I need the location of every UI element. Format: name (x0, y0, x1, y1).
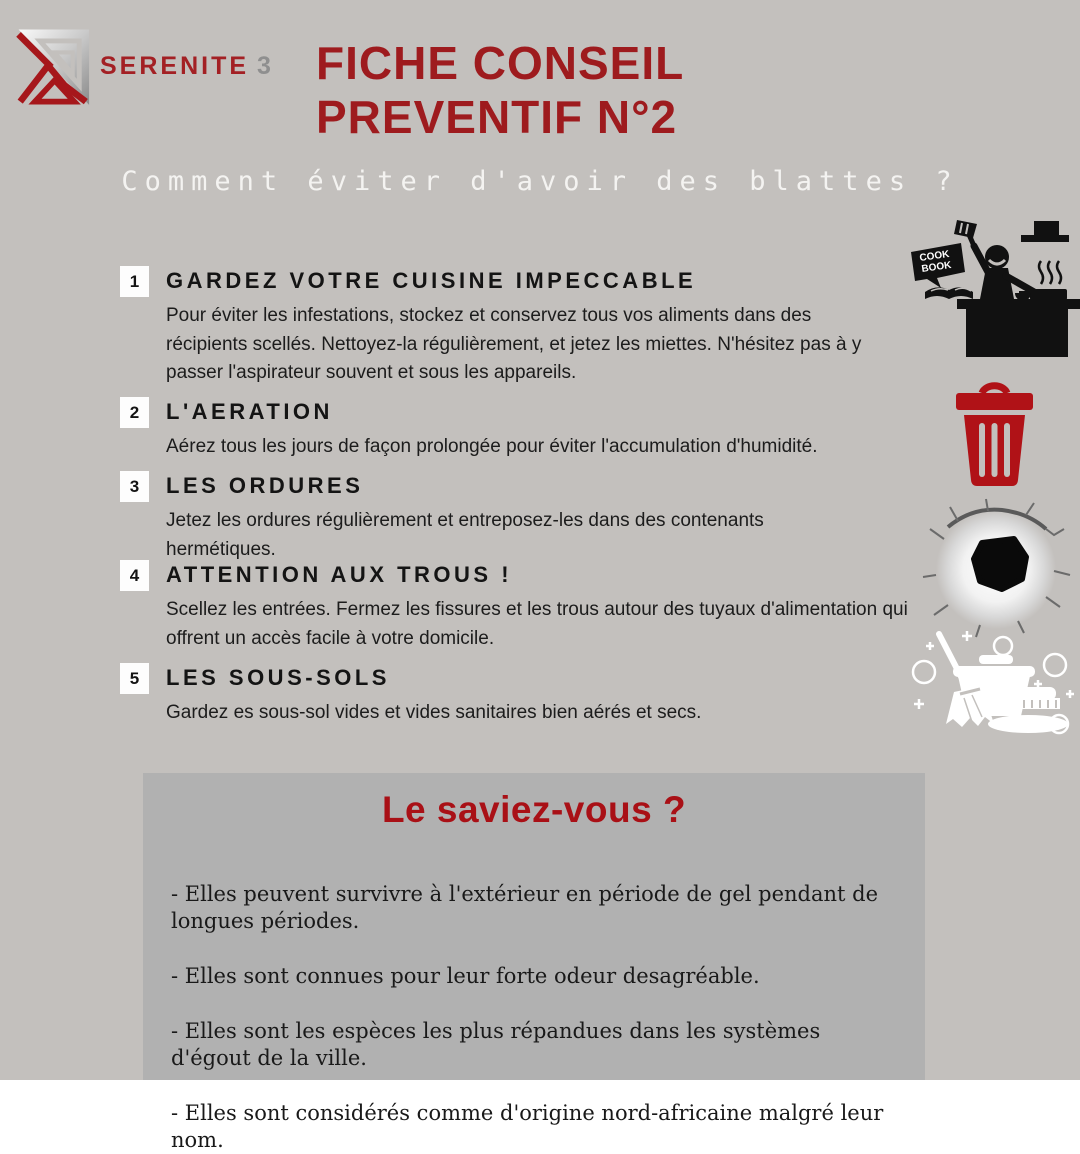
tip-body: Pour éviter les infestations, stockez et conservez tous vos aliments dans des récipients scellés. Nettoyez-la régulièrement, et jetez les miettes. N'hésitez pas à y passer l'aspirateur souvent et sous les appareils. (166, 305, 862, 383)
serenite-logo-icon (12, 22, 94, 114)
fact-item: - Elles sont les espèces les plus répandues dans les systèmes d'égout de la ville. (171, 1019, 821, 1070)
tip-body: Jetez les ordures régulièrement et entreposez-les dans des contenants hermétiques. (166, 510, 764, 560)
page-title-line2: PREVENTIF N°2 (316, 91, 678, 143)
page-title (316, 36, 684, 144)
tip-heading: LES SOUS-SOLS (166, 665, 390, 690)
tip-item-5 (120, 663, 906, 728)
fact-item: - Elles sont connues pour leur forte odeur desagréable. (171, 964, 760, 988)
did-you-know-box (143, 773, 925, 1152)
tip-heading: L'AERATION (166, 399, 333, 424)
trash-can-icon (950, 380, 1038, 488)
fact-item: - Elles peuvent survivre à l'extérieur en période de gel pendant de longues périodes. (171, 882, 879, 933)
did-you-know-title: Le saviez-vous ? (381, 789, 687, 830)
tip-item-2 (120, 397, 906, 462)
tip-number-badge: 4 (120, 560, 149, 591)
page-subtitle: Comment éviter d'avoir des blattes ? (121, 166, 959, 197)
tip-body: Gardez es sous-sol vides et vides sanitaires bien aérés et secs. (166, 702, 702, 723)
brand-name (100, 52, 274, 81)
cookbook-label-line1: COOK (918, 248, 951, 264)
tip-heading: ATTENTION AUX TROUS ! (166, 562, 513, 587)
tip-item-1 (120, 266, 871, 388)
tip-item-3 (120, 471, 786, 564)
tip-body: Scellez les entrées. Fermez les fissures et les trous autour des tuyaux d'alimentation qui offrent un accès facile à votre domicile. (166, 599, 908, 649)
tip-number-badge: 1 (120, 266, 149, 297)
tip-heading: GARDEZ VOTRE CUISINE IMPECCABLE (166, 268, 697, 293)
tip-item-4 (120, 560, 928, 653)
tip-number-badge: 5 (120, 663, 149, 694)
cleaning-icon (906, 632, 1074, 750)
page-title-line1: FICHE CONSEIL (316, 37, 685, 89)
wall-hole-icon (922, 497, 1074, 639)
tip-body: Aérez tous les jours de façon prolongée pour éviter l'accumulation d'humidité. (166, 436, 818, 457)
cooking-scene-icon (903, 220, 1075, 358)
tip-number-badge: 2 (120, 397, 149, 428)
tip-heading: LES ORDURES (166, 473, 364, 498)
tip-number-badge: 3 (120, 471, 149, 502)
brand-name-text: SERENITE (100, 52, 250, 80)
fact-item: - Elles sont considérés comme d'origine nord-africaine malgré leur nom. (171, 1101, 884, 1152)
facts-list (171, 881, 899, 1154)
cookbook-label-line2: BOOK (920, 259, 953, 275)
brand-number: 3 (257, 52, 274, 80)
